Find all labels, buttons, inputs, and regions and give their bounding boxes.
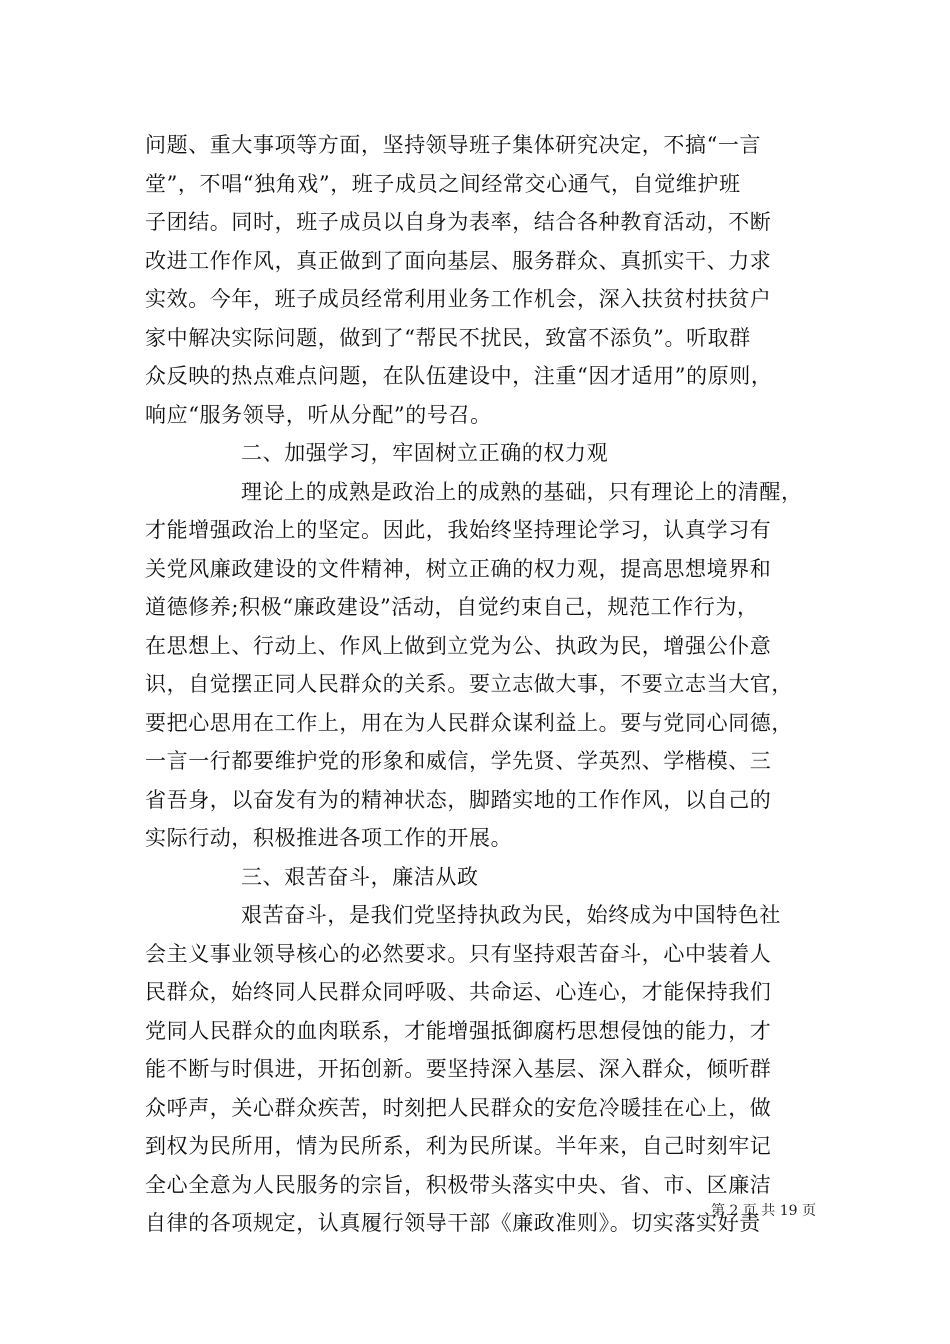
text-line: 才能增强政治上的坚定。因此，我始终坚持理论学习，认真学习有 [145,518,772,542]
body-text [145,126,810,1243]
text-line: 识，自觉摆正同人民群众的关系。要立志做大事，不要立志当大官， [145,672,793,696]
text-line: 道德修养;积极“廉政建设”活动，自觉约束自己，规范工作行为， [145,595,759,619]
text-line: 自律的各项规定，认真履行领导干部《廉政准则》。切实落实好责 [145,1211,761,1235]
page-footer: 第 2 页 共 19 页 [711,1203,816,1219]
text-line: 理论上的成熟是政治上的成熟的基础，只有理论上的清醒， [241,479,803,504]
text-line: 要把心思用在工作上，用在为人民群众谋利益上。要与党同心同德， [145,710,793,735]
text-line: 会主义事业领导核心的必然要求。只有坚持艰苦奋斗，心中装着人 [145,941,772,966]
text-line: 问题、重大事项等方面，坚持领导班子集体研究决定，不搞“一言 [145,133,762,157]
text-line: 在思想上、行动上、作风上做到立党为公、执政为民，增强公仆意 [145,633,772,658]
text-line: 实际行动，积极推进各项工作的开展。 [145,826,513,850]
text-line: 二、加强学习，牢固树立正确的权力观 [241,441,609,465]
text-line: 众反映的热点难点问题，在队伍建设中，注重“因才适用”的原则， [145,364,773,388]
text-line: 实效。今年，班子成员经常利用业务工作机会，深入扶贫村扶贫户 [145,287,772,311]
text-line: 子团结。同时，班子成员以自身为表率，结合各种教育活动，不断 [145,210,772,234]
text-line: 响应“服务领导，听从分配”的号召。 [145,402,492,427]
text-line: 党同人民群众的血肉联系，才能增强抵御腐朽思想侵蚀的能力，才 [145,1018,772,1043]
text-line: 关党风廉政建设的文件精神，树立正确的权力观，提高思想境界和 [145,556,772,581]
text-line: 能不断与时俱进，开拓创新。要坚持深入基层、深入群众，倾听群 [145,1057,772,1081]
text-line: 到权为民所用，情为民所系，利为民所谋。半年来，自己时刻牢记 [145,1134,772,1158]
text-line: 省吾身，以奋发有为的精神状态，脚踏实地的工作作风，以自己的 [145,787,772,812]
text-line: 堂”，不唱“独角戏”，班子成员之间经常交心通气，自觉维护班 [145,171,741,196]
text-line: 全心全意为人民服务的宗旨，积极带头落实中央、省、市、区廉洁 [145,1172,772,1197]
text-line: 艰苦奋斗，是我们党坚持执政为民，始终成为中国特色社 [241,903,781,927]
text-line: 改进工作作风，真正做到了面向基层、服务群众、真抓实干、力求 [145,248,772,273]
text-line: 民群众，始终同人民群众同呼吸、共命运、心连心，才能保持我们 [145,980,772,1004]
text-line: 众呼声，关心群众疾苦，时刻把人民群众的安危冷暖挂在心上，做 [145,1095,772,1120]
text-line: 一言一行都要维护党的形象和威信，学先贤、学英烈、学楷模、三 [145,749,772,773]
text-line: 家中解决实际问题，做到了“帮民不扰民，致富不添负”。听取群 [145,325,751,350]
text-line: 三、艰苦奋斗，廉洁从政 [241,864,479,889]
